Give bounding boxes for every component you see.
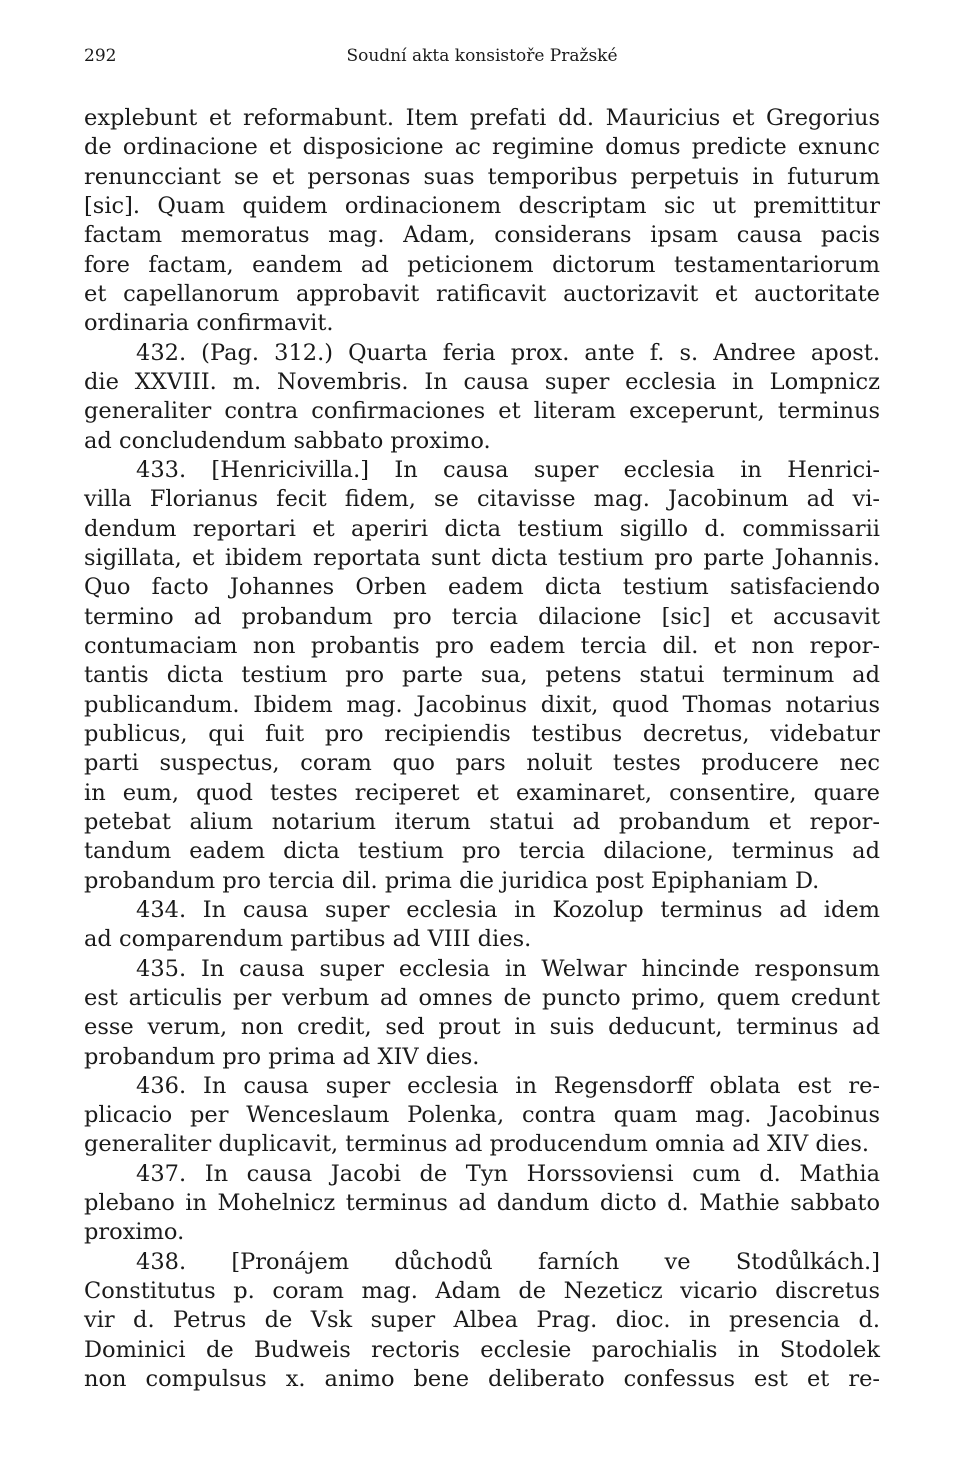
text-line: publicus, qui fuit pro recipiendis testibus decretus, videbatur [84, 720, 880, 747]
text-line: [sic]. Quam quidem ordinacionem descriptam sic ut premittitur [84, 192, 880, 219]
text-line: esse verum, non credit, sed prout in suis deducunt, terminus ad [84, 1014, 880, 1041]
text-line: termino ad probandum pro tercia dilacione [sic] et accusavit [84, 603, 880, 630]
text-line: 438. [Pronájem důchodů farních ve Stodůlkách.] [136, 1248, 880, 1275]
text-line: ad concludendum sabbato proximo. [84, 427, 491, 454]
text-line: Constitutus p. coram mag. Adam de Nezeticz vicario discretus [84, 1278, 880, 1305]
text-line: parti suspectus, coram quo pars noluit testes producere nec [84, 750, 880, 777]
text-line: ordinaria confirmavit. [84, 310, 334, 337]
text-line: 432. (Pag. 312.) Quarta feria prox. ante f. s. Andree apost. [136, 339, 880, 366]
text-line: publicandum. Ibidem mag. Jacobinus dixit, quod Thomas notarius [84, 691, 880, 718]
text-line: non compulsus x. animo bene deliberato confessus est et re- [84, 1366, 880, 1393]
text-line: proximo. [84, 1219, 185, 1246]
body-text [84, 104, 880, 1394]
text-line: factam memoratus mag. Adam, considerans ipsam causa pacis [84, 222, 880, 249]
text-line: est articulis per verbum ad omnes de puncto primo, quem credunt [84, 984, 880, 1011]
text-line: plicacio per Wenceslaum Polenka, contra quam mag. Jacobinus [84, 1102, 880, 1129]
text-line: 433. [Henricivilla.] In causa super ecclesia in Henrici- [136, 456, 880, 483]
page-header [84, 46, 880, 68]
text-line: Quo facto Johannes Orben eadem dicta testium satisfaciendo [84, 574, 880, 601]
text-line: dendum reportari et aperiri dicta testium sigillo d. commissarii [84, 515, 880, 542]
running-title: Soudní akta konsistoře Pražské [346, 46, 618, 66]
text-line: renuncciant se et personas suas temporibus perpetuis in futurum [84, 163, 880, 190]
text-line: explebunt et reformabunt. Item prefati dd. Mauricius et Gregorius [84, 105, 880, 131]
text-line: probandum pro tercia dil. prima die juridica post Epiphaniam D. [84, 867, 820, 894]
text-line: tandum eadem dicta testium pro tercia dilacione, terminus ad [84, 838, 880, 865]
text-line: 437. In causa Jacobi de Tyn Horssoviensi cum d. Mathia [136, 1160, 880, 1187]
text-line: villa Florianus fecit fidem, se citavisse mag. Jacobinum ad vi- [84, 486, 880, 513]
text-line: generaliter contra confirmaciones et literam exceperunt, terminus [84, 398, 880, 425]
text-line: probandum pro prima ad XIV dies. [84, 1043, 480, 1070]
text-line: vir d. Petrus de Vsk super Albea Prag. dioc. in presencia d. [84, 1307, 880, 1334]
text-line: ad comparendum partibus ad VIII dies. [84, 926, 532, 953]
text-line: sigillata, et ibidem reportata sunt dicta testium pro parte Johannis. [84, 544, 880, 571]
text-line: petebat alium notarium iterum statui ad probandum et repor- [84, 808, 880, 835]
text-line: generaliter duplicavit, terminus ad producendum omnia ad XIV dies. [84, 1131, 870, 1158]
text-line: die XXVIII. m. Novembris. In causa super ecclesia in Lompnicz [84, 368, 880, 395]
text-line: in eum, quod testes reciperet et examinaret, consentire, quare [84, 779, 880, 806]
text-line: et capellanorum approbavit ratificavit auctorizavit et auctoritate [84, 280, 880, 307]
text-line: contumaciam non probantis pro eadem tercia dil. et non repor- [84, 632, 880, 659]
text-line: 436. In causa super ecclesia in Regensdorff oblata est re- [136, 1072, 880, 1099]
text-line: 434. In causa super ecclesia in Kozolup terminus ad idem [136, 896, 880, 923]
text-line: Dominici de Budweis rectoris ecclesie parochialis in Stodolek [84, 1336, 880, 1363]
page-number: 292 [84, 46, 117, 66]
text-line: 435. In causa super ecclesia in Welwar hincinde responsum [136, 955, 880, 982]
text-line: fore factam, eandem ad peticionem dictorum testamentariorum [84, 251, 880, 278]
text-line: de ordinacione et disposicione ac regimine domus predicte exnunc [84, 134, 880, 161]
text-line: plebano in Mohelnicz terminus ad dandum dicto d. Mathie sabbato [84, 1190, 880, 1217]
text-line: tantis dicta testium pro parte sua, petens statui terminum ad [84, 662, 880, 689]
